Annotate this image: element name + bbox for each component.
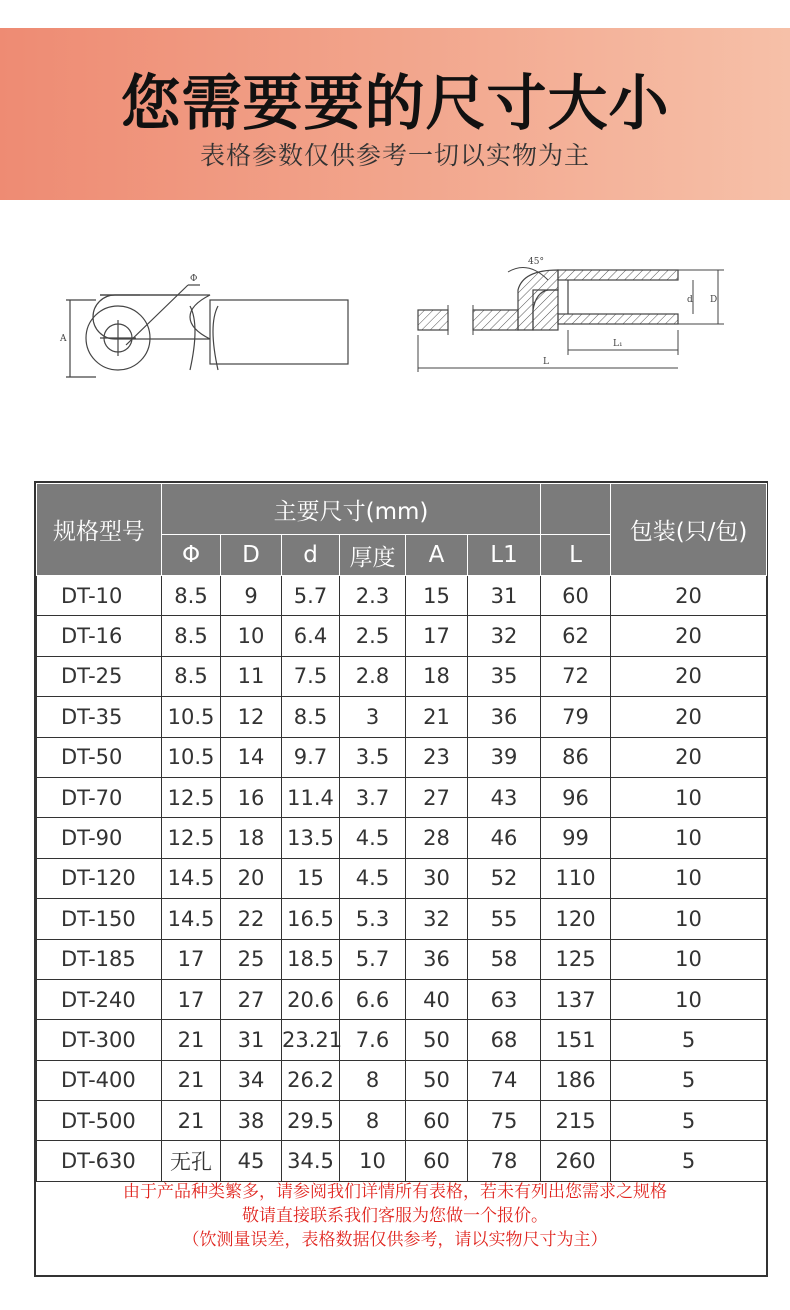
cell-a: 60 xyxy=(406,1141,468,1181)
cell-phi: 10.5 xyxy=(162,737,221,777)
d-small-label: d xyxy=(687,295,693,305)
cell-phi: 17 xyxy=(162,979,221,1019)
table-row xyxy=(37,939,767,979)
cell-phi: 12.5 xyxy=(162,777,221,817)
cell-model: DT-70 xyxy=(37,777,162,817)
cell-d: 12 xyxy=(221,697,282,737)
table-row xyxy=(37,979,767,1019)
cell-d: 7.5 xyxy=(282,656,340,696)
phi-label: Φ xyxy=(190,274,198,284)
header-D: D xyxy=(221,535,282,576)
cell-d: 34 xyxy=(221,1060,282,1100)
cell-model: DT-150 xyxy=(37,899,162,939)
cell-l: 260 xyxy=(541,1141,611,1181)
cell-l1: 32 xyxy=(468,616,541,656)
cell-l: 96 xyxy=(541,777,611,817)
cell-model: DT-630 xyxy=(37,1141,162,1181)
cell-phi: 21 xyxy=(162,1020,221,1060)
table-row xyxy=(37,1060,767,1100)
cell-l1: 46 xyxy=(468,818,541,858)
cell-l1: 35 xyxy=(468,656,541,696)
cell-d: 16.5 xyxy=(282,899,340,939)
cell-d: 38 xyxy=(221,1101,282,1141)
header-A: A xyxy=(406,535,468,576)
cell-model: DT-500 xyxy=(37,1101,162,1141)
cell-phi: 8.5 xyxy=(162,656,221,696)
header-blank xyxy=(541,484,611,535)
cell-d: 26.2 xyxy=(282,1060,340,1100)
cell-phi: 21 xyxy=(162,1060,221,1100)
cell-thickness: 10 xyxy=(340,1141,406,1181)
cell-phi: 14.5 xyxy=(162,858,221,898)
cell-phi: 8.5 xyxy=(162,576,221,616)
cell-thickness: 6.6 xyxy=(340,979,406,1019)
cell-l1: 63 xyxy=(468,979,541,1019)
cell-d: 6.4 xyxy=(282,616,340,656)
cell-d: 18.5 xyxy=(282,939,340,979)
cell-l1: 78 xyxy=(468,1141,541,1181)
table-row xyxy=(37,656,767,696)
cell-d: 9 xyxy=(221,576,282,616)
cell-a: 50 xyxy=(406,1020,468,1060)
d-big-label: D xyxy=(710,295,718,305)
cell-thickness: 3.7 xyxy=(340,777,406,817)
table-row xyxy=(37,1101,767,1141)
cell-d: 14 xyxy=(221,737,282,777)
cell-thickness: 3 xyxy=(340,697,406,737)
note-line-2: 敬请直接联系我们客服为您做一个报价。 xyxy=(242,1206,548,1226)
cell-thickness: 5.3 xyxy=(340,899,406,939)
table-row xyxy=(37,858,767,898)
l1-label: L₁ xyxy=(613,339,623,349)
cell-a: 28 xyxy=(406,818,468,858)
cell-l: 120 xyxy=(541,899,611,939)
cell-pack: 20 xyxy=(611,576,767,616)
cell-thickness: 3.5 xyxy=(340,737,406,777)
cell-l1: 39 xyxy=(468,737,541,777)
cell-l: 110 xyxy=(541,858,611,898)
cell-d: 11 xyxy=(221,656,282,696)
cell-model: DT-25 xyxy=(37,656,162,696)
header-thickness: 厚度 xyxy=(340,535,406,576)
cell-phi: 12.5 xyxy=(162,818,221,858)
cell-d: 16 xyxy=(221,777,282,817)
cell-thickness: 8 xyxy=(340,1101,406,1141)
cell-a: 30 xyxy=(406,858,468,898)
cell-l: 62 xyxy=(541,616,611,656)
header-L: L xyxy=(541,535,611,576)
cell-d: 18 xyxy=(221,818,282,858)
cell-l: 186 xyxy=(541,1060,611,1100)
cell-pack: 5 xyxy=(611,1060,767,1100)
cell-pack: 10 xyxy=(611,858,767,898)
cell-pack: 10 xyxy=(611,939,767,979)
cell-l1: 52 xyxy=(468,858,541,898)
spec-table xyxy=(36,483,767,1182)
header-phi: Φ xyxy=(162,535,221,576)
header-package: 包装(只/包) xyxy=(611,484,767,576)
cell-d: 8.5 xyxy=(282,697,340,737)
cell-a: 40 xyxy=(406,979,468,1019)
spec-table-body xyxy=(37,576,767,1182)
table-row xyxy=(37,1020,767,1060)
cell-l: 215 xyxy=(541,1101,611,1141)
cell-d: 13.5 xyxy=(282,818,340,858)
cell-a: 27 xyxy=(406,777,468,817)
cell-d: 31 xyxy=(221,1020,282,1060)
table-row xyxy=(37,616,767,656)
cell-l1: 31 xyxy=(468,576,541,616)
note-line-1: 由于产品种类繁多，请参阅我们详情所有表格，若未有列出您需求之规格 xyxy=(123,1182,667,1202)
cell-d: 27 xyxy=(221,979,282,1019)
table-row xyxy=(37,777,767,817)
cell-thickness: 2.5 xyxy=(340,616,406,656)
header-L1: L1 xyxy=(468,535,541,576)
cell-phi: 10.5 xyxy=(162,697,221,737)
cell-a: 50 xyxy=(406,1060,468,1100)
table-row xyxy=(37,1141,767,1181)
cell-l: 79 xyxy=(541,697,611,737)
cell-model: DT-240 xyxy=(37,979,162,1019)
cell-pack: 20 xyxy=(611,656,767,696)
cell-d: 29.5 xyxy=(282,1101,340,1141)
cell-pack: 20 xyxy=(611,616,767,656)
cell-a: 15 xyxy=(406,576,468,616)
cell-thickness: 2.3 xyxy=(340,576,406,616)
cell-d: 45 xyxy=(221,1141,282,1181)
cell-d: 34.5 xyxy=(282,1141,340,1181)
cell-phi: 14.5 xyxy=(162,899,221,939)
cell-a: 23 xyxy=(406,737,468,777)
page-title: 您需要要的尺寸大小 xyxy=(120,69,670,139)
cell-thickness: 7.6 xyxy=(340,1020,406,1060)
spec-table-container xyxy=(34,481,768,1277)
cell-phi: 无孔 xyxy=(162,1141,221,1181)
cell-l1: 36 xyxy=(468,697,541,737)
cell-l: 99 xyxy=(541,818,611,858)
cell-a: 32 xyxy=(406,899,468,939)
lug-top-view-drawing xyxy=(40,255,360,385)
a-label: A xyxy=(60,334,67,344)
lug-side-view-drawing xyxy=(408,250,738,380)
cell-l1: 43 xyxy=(468,777,541,817)
cell-thickness: 4.5 xyxy=(340,858,406,898)
table-row xyxy=(37,899,767,939)
cell-model: DT-120 xyxy=(37,858,162,898)
header-model: 规格型号 xyxy=(37,484,162,576)
cell-thickness: 2.8 xyxy=(340,656,406,696)
cell-model: DT-185 xyxy=(37,939,162,979)
cell-d: 20.6 xyxy=(282,979,340,1019)
cell-d: 15 xyxy=(282,858,340,898)
cell-pack: 20 xyxy=(611,697,767,737)
cell-d: 11.4 xyxy=(282,777,340,817)
cell-a: 18 xyxy=(406,656,468,696)
cell-pack: 5 xyxy=(611,1101,767,1141)
cell-l1: 58 xyxy=(468,939,541,979)
cell-l1: 75 xyxy=(468,1101,541,1141)
cell-model: DT-50 xyxy=(37,737,162,777)
cell-thickness: 4.5 xyxy=(340,818,406,858)
cell-a: 36 xyxy=(406,939,468,979)
cell-d: 5.7 xyxy=(282,576,340,616)
notes xyxy=(0,1180,790,1252)
table-row xyxy=(37,737,767,777)
l-label: L xyxy=(543,357,549,367)
cell-d: 9.7 xyxy=(282,737,340,777)
note-line-3: （饮测量误差，表格数据仅供参考，请以实物尺寸为主） xyxy=(182,1230,608,1250)
cell-l: 72 xyxy=(541,656,611,696)
cell-pack: 10 xyxy=(611,899,767,939)
cell-l1: 74 xyxy=(468,1060,541,1100)
angle-label: 45° xyxy=(528,257,544,267)
cell-model: DT-35 xyxy=(37,697,162,737)
cell-a: 17 xyxy=(406,616,468,656)
page-subtitle: 表格参数仅供参考一切以实物为主 xyxy=(199,141,590,170)
cell-pack: 5 xyxy=(611,1020,767,1060)
cell-model: DT-16 xyxy=(37,616,162,656)
cell-l: 60 xyxy=(541,576,611,616)
table-row xyxy=(37,697,767,737)
cell-l1: 55 xyxy=(468,899,541,939)
table-row xyxy=(37,576,767,616)
cell-d: 10 xyxy=(221,616,282,656)
cell-l: 151 xyxy=(541,1020,611,1060)
cell-d: 23.21 xyxy=(282,1020,340,1060)
cell-phi: 21 xyxy=(162,1101,221,1141)
cell-a: 60 xyxy=(406,1101,468,1141)
cell-pack: 10 xyxy=(611,818,767,858)
cell-d: 22 xyxy=(221,899,282,939)
cell-model: DT-10 xyxy=(37,576,162,616)
cell-l: 86 xyxy=(541,737,611,777)
header-main-dimensions: 主要尺寸(mm) xyxy=(162,484,541,535)
cell-model: DT-400 xyxy=(37,1060,162,1100)
cell-pack: 20 xyxy=(611,737,767,777)
cell-phi: 8.5 xyxy=(162,616,221,656)
cell-phi: 17 xyxy=(162,939,221,979)
cell-l: 125 xyxy=(541,939,611,979)
cell-l1: 68 xyxy=(468,1020,541,1060)
cell-thickness: 8 xyxy=(340,1060,406,1100)
table-row xyxy=(37,818,767,858)
cell-thickness: 5.7 xyxy=(340,939,406,979)
cell-d: 25 xyxy=(221,939,282,979)
cell-pack: 10 xyxy=(611,777,767,817)
cell-d: 20 xyxy=(221,858,282,898)
cell-a: 21 xyxy=(406,697,468,737)
cell-pack: 5 xyxy=(611,1141,767,1181)
header-d: d xyxy=(282,535,340,576)
cell-model: DT-90 xyxy=(37,818,162,858)
cell-pack: 10 xyxy=(611,979,767,1019)
cell-l: 137 xyxy=(541,979,611,1019)
cell-model: DT-300 xyxy=(37,1020,162,1060)
